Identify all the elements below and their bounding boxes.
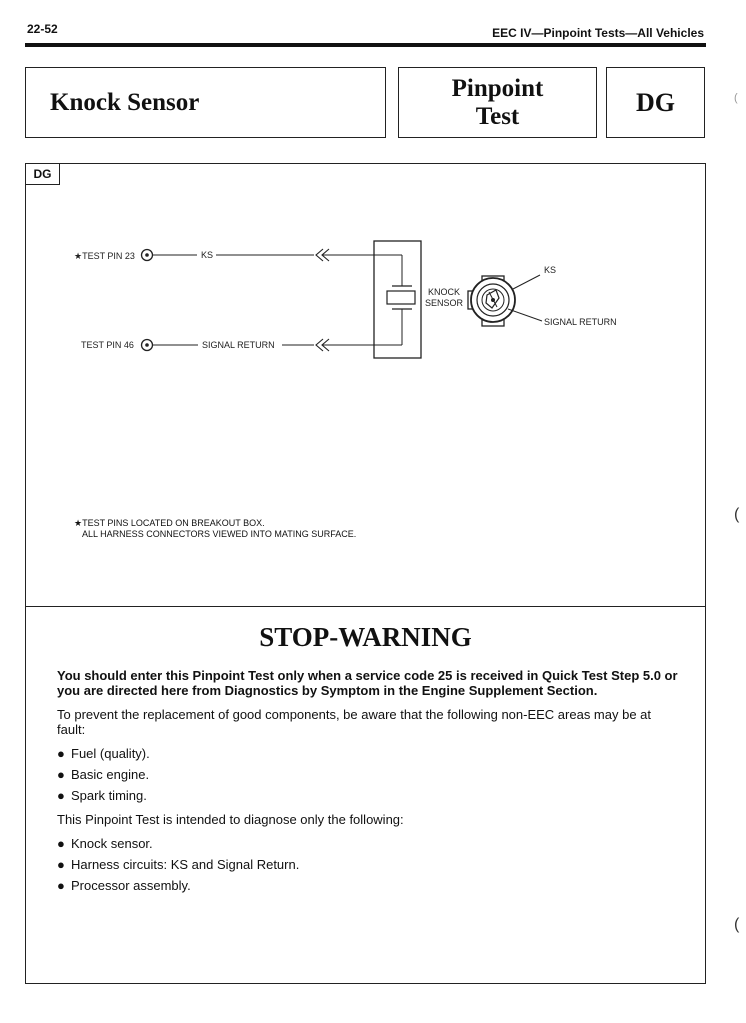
callout-ks-label: KS bbox=[544, 265, 557, 275]
bullet-icon: ● bbox=[57, 857, 65, 872]
component-label-line1: KNOCK bbox=[428, 287, 461, 297]
component-label-line2: SENSOR bbox=[425, 298, 464, 308]
bullet-icon: ● bbox=[57, 746, 65, 761]
note-test-pins: ★TEST PINS LOCATED ON BREAKOUT BOX. bbox=[74, 518, 265, 528]
diagram-notes bbox=[74, 518, 356, 540]
list-item: ● Fuel (quality). bbox=[57, 746, 150, 761]
callout-sig-leader bbox=[508, 309, 542, 321]
list-item: ● Knock sensor. bbox=[57, 836, 153, 851]
running-head: EEC IV—Pinpoint Tests—All Vehicles bbox=[492, 26, 704, 40]
test-panel bbox=[25, 163, 706, 984]
note-harness: ALL HARNESS CONNECTORS VIEWED INTO MATING SURFACE. bbox=[82, 529, 357, 539]
test-type-line2: Test bbox=[475, 102, 520, 130]
test-code: DG bbox=[636, 87, 675, 117]
pin-ks-terminal-center bbox=[145, 253, 149, 257]
callout-ks-leader bbox=[513, 275, 540, 289]
page-number: 22-52 bbox=[27, 22, 58, 36]
bullet-icon: ● bbox=[57, 788, 65, 803]
section-divider bbox=[26, 606, 705, 607]
bullet-icon: ● bbox=[57, 767, 65, 782]
wire-ks-label: KS bbox=[201, 250, 214, 260]
bullet-icon: ● bbox=[57, 878, 65, 893]
pin-ks-label: ★TEST PIN 23 bbox=[74, 251, 135, 261]
warning-title: STOP-WARNING bbox=[259, 622, 472, 652]
test-name-box bbox=[25, 67, 386, 138]
test-type-line1: Pinpoint bbox=[451, 74, 544, 102]
pin-sig-label: TEST PIN 46 bbox=[81, 340, 134, 350]
list-item: ● Basic engine. bbox=[57, 767, 150, 782]
margin-mark: ( bbox=[734, 916, 740, 933]
margin-mark: ( bbox=[734, 92, 738, 104]
test-type-box bbox=[398, 67, 597, 138]
header-rule bbox=[25, 43, 706, 47]
warning-intro: You should enter this Pinpoint Test only when a service code 25 is received in Quick Test Step 5.0 or you are directed here from Diagnostics by Symptom in the Engine Supplement Section. bbox=[57, 668, 678, 698]
knock-sensor-box bbox=[374, 241, 421, 358]
list-item: ● Harness circuits: KS and Signal Return. bbox=[57, 857, 300, 872]
list-item: ● Spark timing. bbox=[57, 788, 147, 803]
diagnose-text: This Pinpoint Test is intended to diagnose only the following: bbox=[57, 812, 404, 827]
diagnose-list bbox=[57, 836, 682, 893]
callout-sig-label: SIGNAL RETURN bbox=[544, 317, 617, 327]
warning-body bbox=[57, 668, 682, 902]
margin-mark: ( bbox=[734, 506, 740, 523]
panel-tag: DG bbox=[26, 164, 60, 185]
list-item: ● Processor assembly. bbox=[57, 878, 191, 893]
prevent-text: To prevent the replacement of good components, be aware that the following non-EEC areas may be at fault: bbox=[57, 707, 652, 737]
pin-sig-terminal-center bbox=[145, 343, 149, 347]
sensor-crystal-symbol bbox=[387, 291, 415, 304]
bullet-icon: ● bbox=[57, 836, 65, 851]
fault-area-list bbox=[57, 746, 682, 803]
test-name: Knock Sensor bbox=[50, 88, 200, 116]
connector-face bbox=[468, 276, 515, 326]
test-code-box bbox=[606, 67, 705, 138]
wire-sig-label: SIGNAL RETURN bbox=[202, 340, 275, 350]
